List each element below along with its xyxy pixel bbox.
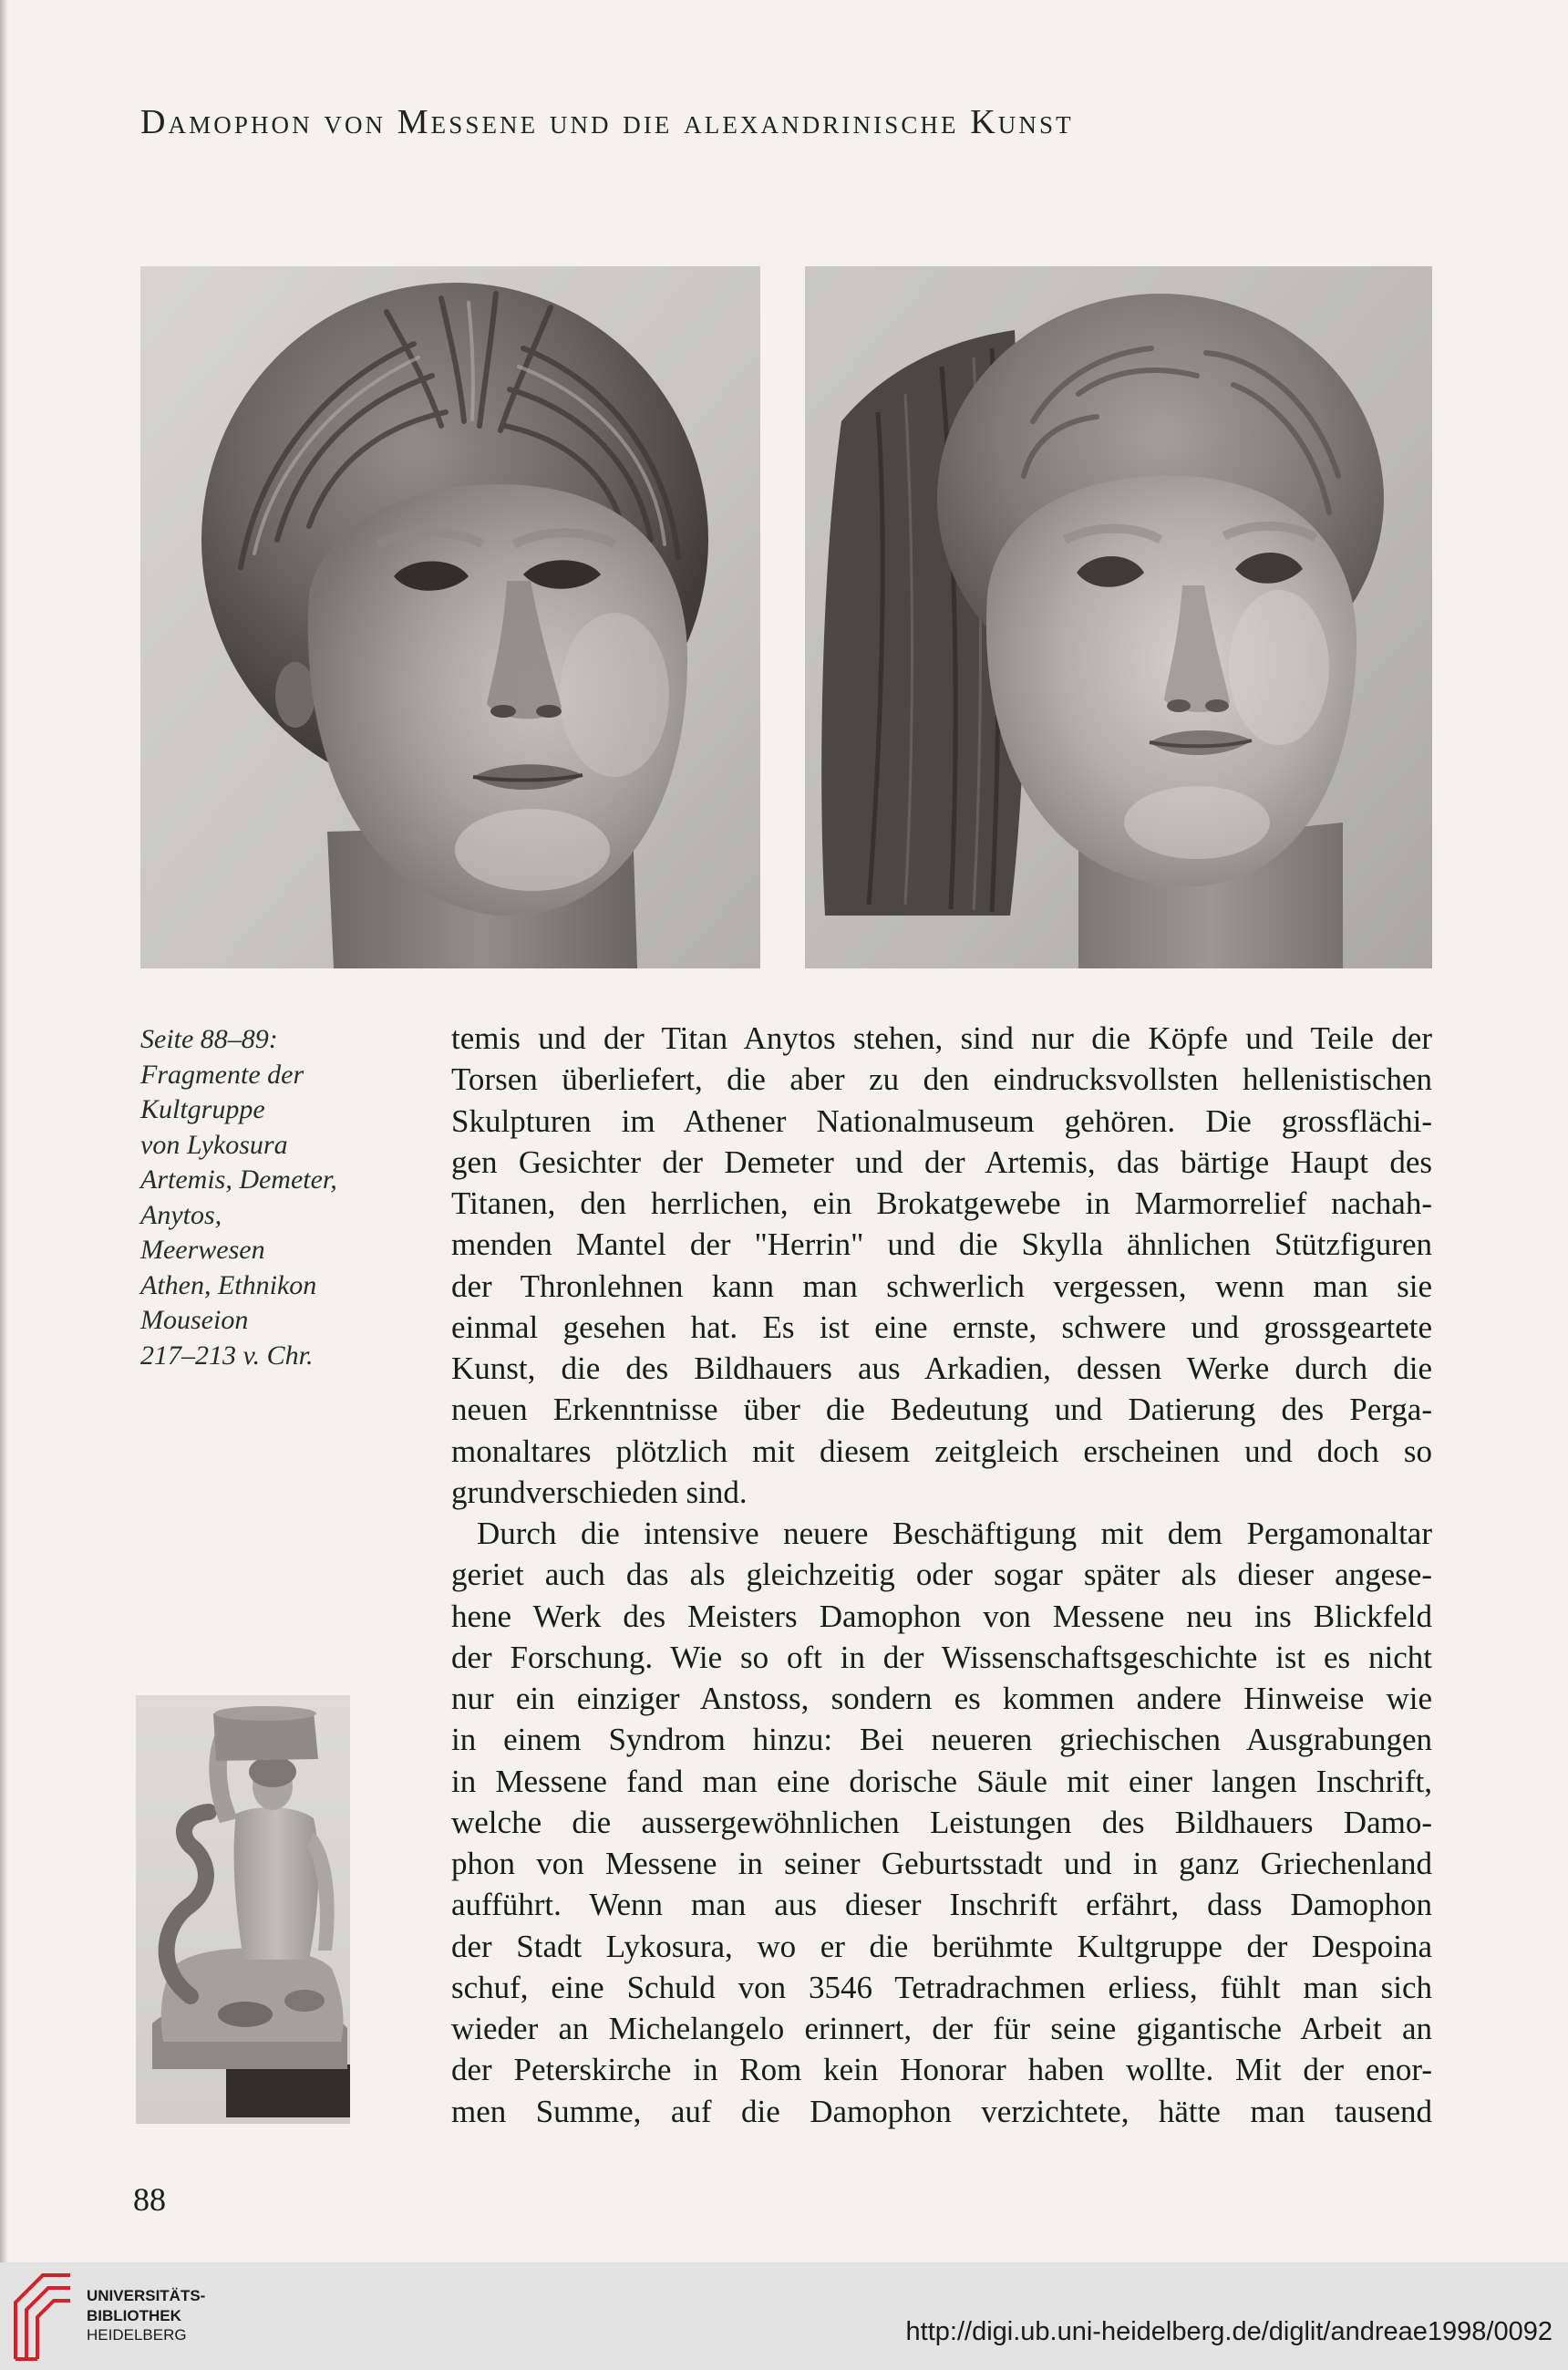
- body-line: monaltares plötzlich mit diesem zeitgleich erscheinen und doch so: [451, 1433, 1432, 1469]
- body-line: der Thronlehnen kann man schwerlich vergessen, wenn man sie: [451, 1268, 1432, 1304]
- body-line: hene Werk des Meisters Damophon von Messene neu ins Blickfeld: [451, 1598, 1432, 1634]
- body-line: wieder an Michelangelo erinnert, der für seine gigantische Arbeit an: [451, 2011, 1432, 2046]
- caption-line: Meerwesen: [140, 1235, 265, 1265]
- sculpture-head-image-left: [140, 266, 760, 968]
- body-line: phon von Messene in seiner Geburtsstadt und in ganz Griechenland: [451, 1846, 1432, 1881]
- library-name-line: HEIDELBERG: [87, 2326, 187, 2344]
- sculpture-head-photo-right: [805, 266, 1432, 968]
- library-name-line: UNIVERSITÄTS-: [87, 2287, 206, 2304]
- body-line: Kunst, die des Bildhauers aus Arkadien, dessen Werke durch die: [451, 1351, 1432, 1386]
- body-line: nur ein einziger Anstoss, sondern es kommen andere Hinweise wie: [451, 1681, 1432, 1716]
- body-text: [451, 1018, 1432, 2132]
- pedestal: [226, 2065, 350, 2117]
- body-line: Skulpturen im Athener Nationalmuseum gehören. Die grossflächi-: [451, 1102, 1432, 1139]
- library-name: [87, 2286, 205, 2345]
- paragraph: [451, 1018, 1432, 1513]
- caption-line: von Lykosura: [140, 1129, 288, 1160]
- page-edge-shadow: [0, 0, 8, 2262]
- ear: [275, 662, 315, 728]
- paragraph: [451, 1513, 1432, 2132]
- body-line: der Stadt Lykosura, wo er die berühmte Kultgruppe der Despoina: [451, 1928, 1432, 1964]
- caption-line: Anytos,: [140, 1199, 222, 1230]
- body-line: Durch die intensive neuere Beschäftigung mit dem Pergamonaltar: [477, 1516, 1432, 1551]
- page-number: 88: [133, 2181, 166, 2218]
- statue-photo: [136, 1695, 350, 2124]
- body-line: schuf, eine Schuld von 3546 Tetradrachmen erliess, fühlt man sich: [451, 1969, 1432, 2005]
- body-line: der Peterskirche in Rom kein Honorar haben wollte. Mit der enor-: [451, 2052, 1432, 2088]
- basin: [213, 1706, 318, 1761]
- permalink-url[interactable]: http://digi.ub.uni-heidelberg.de/diglit/andreae1998/0092: [905, 2317, 1553, 2346]
- torso: [234, 1807, 319, 1960]
- body-line: aufführt. Wenn man aus dieser Inschrift erfährt, dass Damophon: [451, 1887, 1432, 1923]
- library-name-line: BIBLIOTHEK: [87, 2306, 181, 2324]
- body-line: Torsen überliefert, die aber zu den eindrucksvollsten hellenistischen: [451, 1061, 1432, 1098]
- body-line: grundverschieden sind.: [451, 1474, 748, 1510]
- body-line: in einem Syndrom hinzu: Bei neueren griechischen Ausgrabungen: [451, 1722, 1432, 1758]
- caption-line: Athen, Ethnikon: [140, 1269, 317, 1300]
- caption-line: Artemis, Demeter,: [140, 1164, 337, 1195]
- running-header: Damophon von Messene und die alexandrinische Kunst: [140, 103, 1074, 141]
- body-line: welche die aussergewöhnlichen Leistungen des Bildhauers Damo-: [451, 1804, 1432, 1840]
- body-line: neuen Erkenntnisse über die Bedeutung und Datierung des Perga-: [451, 1392, 1432, 1428]
- body-line: geriet auch das als gleichzeitig oder sogar später als dieser angese-: [451, 1557, 1432, 1593]
- body-line: Titanen, den herrlichen, ein Brokatgewebe in Marmorrelief nachah-: [451, 1185, 1432, 1221]
- body-line: temis und der Titan Anytos stehen, sind nur die Köpfe und Teile der: [451, 1020, 1432, 1056]
- sculpture-head-photo-left: [140, 266, 760, 968]
- caption-line: Mouseion: [140, 1305, 249, 1335]
- caption-line: Seite 88–89:: [140, 1024, 278, 1054]
- library-logo-icon: [12, 2270, 74, 2363]
- caption-line: Kultgruppe: [140, 1094, 265, 1124]
- body-line: in Messene fand man eine dorische Säule mit einer langen Inschrift,: [451, 1763, 1432, 1799]
- library-footer: [0, 2262, 1568, 2370]
- body-line: einmal gesehen hat. Es ist eine ernste, schwere und grossgeartete: [451, 1309, 1432, 1345]
- statue-image: [136, 1695, 350, 2124]
- sculpture-head-image-right: [805, 266, 1432, 968]
- caption-line: 217–213 v. Chr.: [140, 1340, 314, 1371]
- body-line: der Forschung. Wie so oft in der Wissenschaftsgeschichte ist es nicht: [451, 1639, 1432, 1675]
- body-line: menden Mantel der "Herrin" und die Skylla ähnlichen Stützfiguren: [451, 1226, 1432, 1263]
- caption-line: Fragmente der: [140, 1059, 304, 1090]
- figure-caption: [140, 1022, 337, 1373]
- body-line: gen Gesichter der Demeter und der Artemis, das bärtige Haupt des: [451, 1144, 1432, 1180]
- body-line: men Summe, auf die Damophon verzichtete, hätte man tausend: [451, 2093, 1432, 2129]
